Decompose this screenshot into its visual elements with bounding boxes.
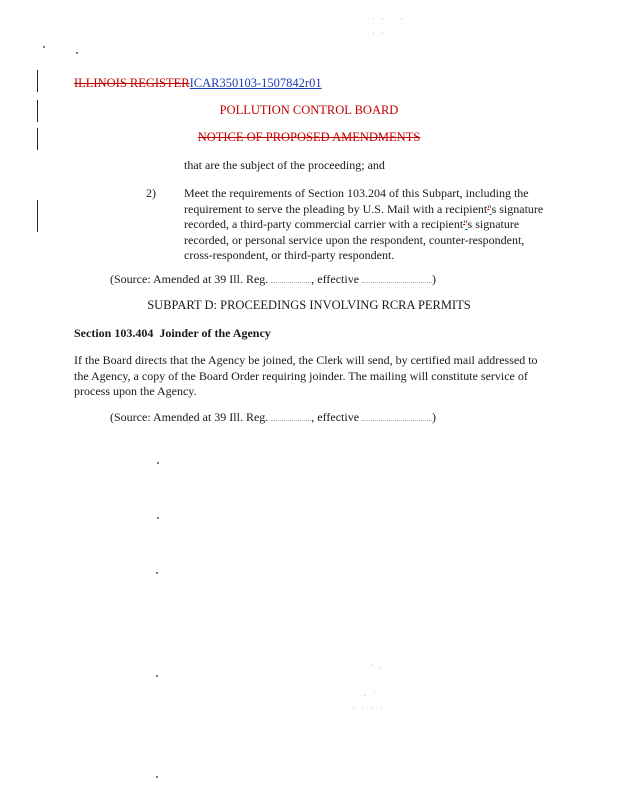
item-2-text-part: s signature [467,217,520,231]
item-number: 2) [146,186,156,200]
scan-noise: · . [370,660,384,670]
continuation-line: that are the subject of the proceeding; and [184,158,385,172]
source-suffix: ) [432,410,437,424]
change-bar [37,70,38,92]
source-prefix: (Source: Amended at 39 Ill. Reg. [110,410,269,424]
blank-line [362,270,432,283]
board-title [0,103,618,118]
scan-speck [156,675,158,677]
section-number: Section 103.404 [74,326,154,340]
item-2-line: cross-respondent, or third-party respondent. [184,248,395,262]
register-header [74,76,322,91]
item-2-text-part: s signature [491,201,544,216]
source-prefix: (Source: Amended at 39 Ill. Reg. [110,272,269,286]
notice-title [0,130,618,145]
scan-noise: · · · · [372,14,405,24]
deleted-apostrophe: ' [463,217,466,231]
blank-line [271,270,311,283]
register-inserted: ICAR350103-1507842r01 [189,76,322,90]
scan-noise: · · [372,28,387,38]
scan-speck [156,572,158,574]
register-deleted: ILLINOIS REGISTER [74,76,190,90]
board-title-text: POLLUTION CONTROL BOARD [219,103,399,117]
item-2-line [184,202,554,218]
source-middle: , effective [311,272,360,286]
source-middle: , effective [311,410,360,424]
item-2-text [184,186,554,264]
item-2-text-part: requirement to serve the pleading by U.S. Mail with a recipient [184,201,488,216]
blank-line [271,408,311,421]
item-2-text-part: recorded, a third-party commercial carrier with a recipient [184,217,464,231]
item-2-line [184,217,554,233]
inserted-apostrophe: ' [489,201,492,216]
section-line: process upon the Agency. [74,384,197,398]
scan-speck [156,776,158,778]
subpart-heading: SUBPART D: PROCEEDINGS INVOLVING RCRA PERMITS [147,298,471,312]
source-note [110,270,436,288]
scan-speck [43,46,45,48]
scan-speck [76,52,78,54]
change-bar [37,200,38,232]
scan-speck [157,462,159,464]
scan-speck [157,517,159,519]
deleted-apostrophe: ' [487,201,490,216]
source-note [110,408,436,426]
section-body [74,353,554,400]
notice-title-text: NOTICE OF PROPOSED AMENDMENTS [197,130,421,144]
scan-noise: . · [364,688,378,698]
section-heading [74,326,271,342]
section-title: Joinder of the Agency [159,326,271,340]
blank-line [362,408,432,421]
section-line: the Agency, a copy of the Board Order requiring joinder. The mailing will constitute service of [74,368,528,383]
source-suffix: ) [432,272,437,286]
scan-noise: · · · · [352,703,385,713]
item-2-line: recorded, or personal service upon the respondent, counter-respondent, [184,232,525,247]
section-line: If the Board directs that the Agency be joined, the Clerk will send, by certified mail addressed to [74,353,538,367]
item-2-line: Meet the requirements of Section 103.204 of this Subpart, including the [184,186,529,200]
inserted-apostrophe: ' [465,217,468,231]
